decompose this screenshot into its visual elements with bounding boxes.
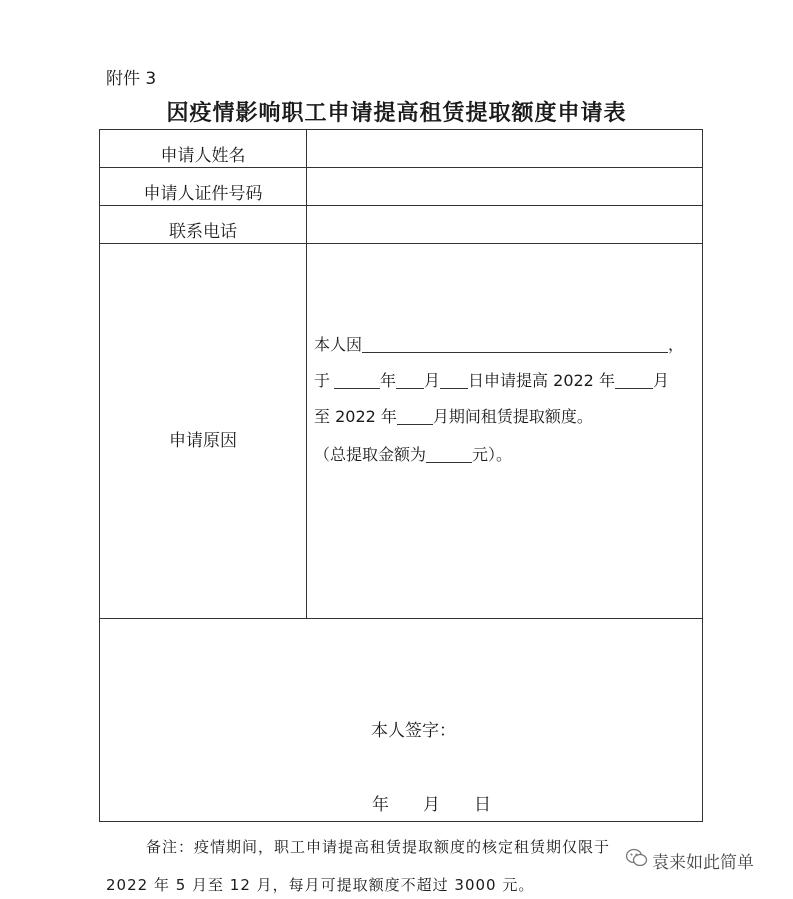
text-apply-raise: 日申请提高 2022 年 <box>468 371 615 390</box>
applicant-id-label: 申请人证件号码 <box>143 184 263 204</box>
note-line-1: 备注：疫情期间，职工申请提高租赁提取额度的核定租赁期仅限于 <box>146 838 611 856</box>
reason-line-2 <box>314 368 669 391</box>
apply-year-blank[interactable] <box>334 372 380 389</box>
reason-prefix: 本人因 <box>314 335 363 354</box>
date-month: 月 <box>423 795 440 815</box>
text-total-amount: （总提取金额为 <box>314 445 427 464</box>
start-month-blank[interactable] <box>615 372 653 389</box>
attachment-label: 附件 3 <box>106 69 157 89</box>
text-yu: 于 <box>314 371 331 390</box>
apply-month-blank[interactable] <box>396 372 424 389</box>
reason-blank[interactable] <box>362 336 668 353</box>
reason-line-3 <box>314 404 593 427</box>
note-line-2: 2022 年 5 月至 12 月，每月可提取额度不超过 3000 元。 <box>106 876 535 894</box>
phone-field[interactable] <box>307 206 702 243</box>
applicant-name-label: 申请人姓名 <box>160 146 246 166</box>
apply-day-blank[interactable] <box>440 372 468 389</box>
text-yuan: 元）。 <box>472 445 513 464</box>
signature-date <box>372 790 491 815</box>
text-year: 年 <box>380 371 397 390</box>
applicant-id-field[interactable] <box>307 168 702 205</box>
text-month-2: 月 <box>652 371 669 390</box>
phone-label: 联系电话 <box>169 222 237 242</box>
signature-label: 本人签字： <box>371 721 456 741</box>
date-year: 年 <box>372 795 389 815</box>
reason-line-1 <box>314 332 684 355</box>
text-month: 月 <box>424 371 441 390</box>
reason-comma: ， <box>668 335 685 354</box>
end-month-blank[interactable] <box>397 408 433 425</box>
watermark-text: 袁来如此简单 <box>652 853 754 873</box>
row-divider <box>100 618 702 619</box>
form-title: 因疫情影响职工申请提高租赁提取额度申请表 <box>166 100 627 126</box>
amount-blank[interactable] <box>426 446 472 463</box>
text-period: 月期间租赁提取额度。 <box>432 407 593 426</box>
text-to-year: 至 2022 年 <box>314 407 397 426</box>
wechat-icon <box>626 848 648 868</box>
applicant-name-field[interactable] <box>307 130 702 167</box>
date-day: 日 <box>474 795 491 815</box>
row-divider <box>100 243 702 244</box>
application-form-table <box>99 129 703 822</box>
reason-label: 申请原因 <box>169 431 237 451</box>
reason-line-4 <box>314 442 512 465</box>
